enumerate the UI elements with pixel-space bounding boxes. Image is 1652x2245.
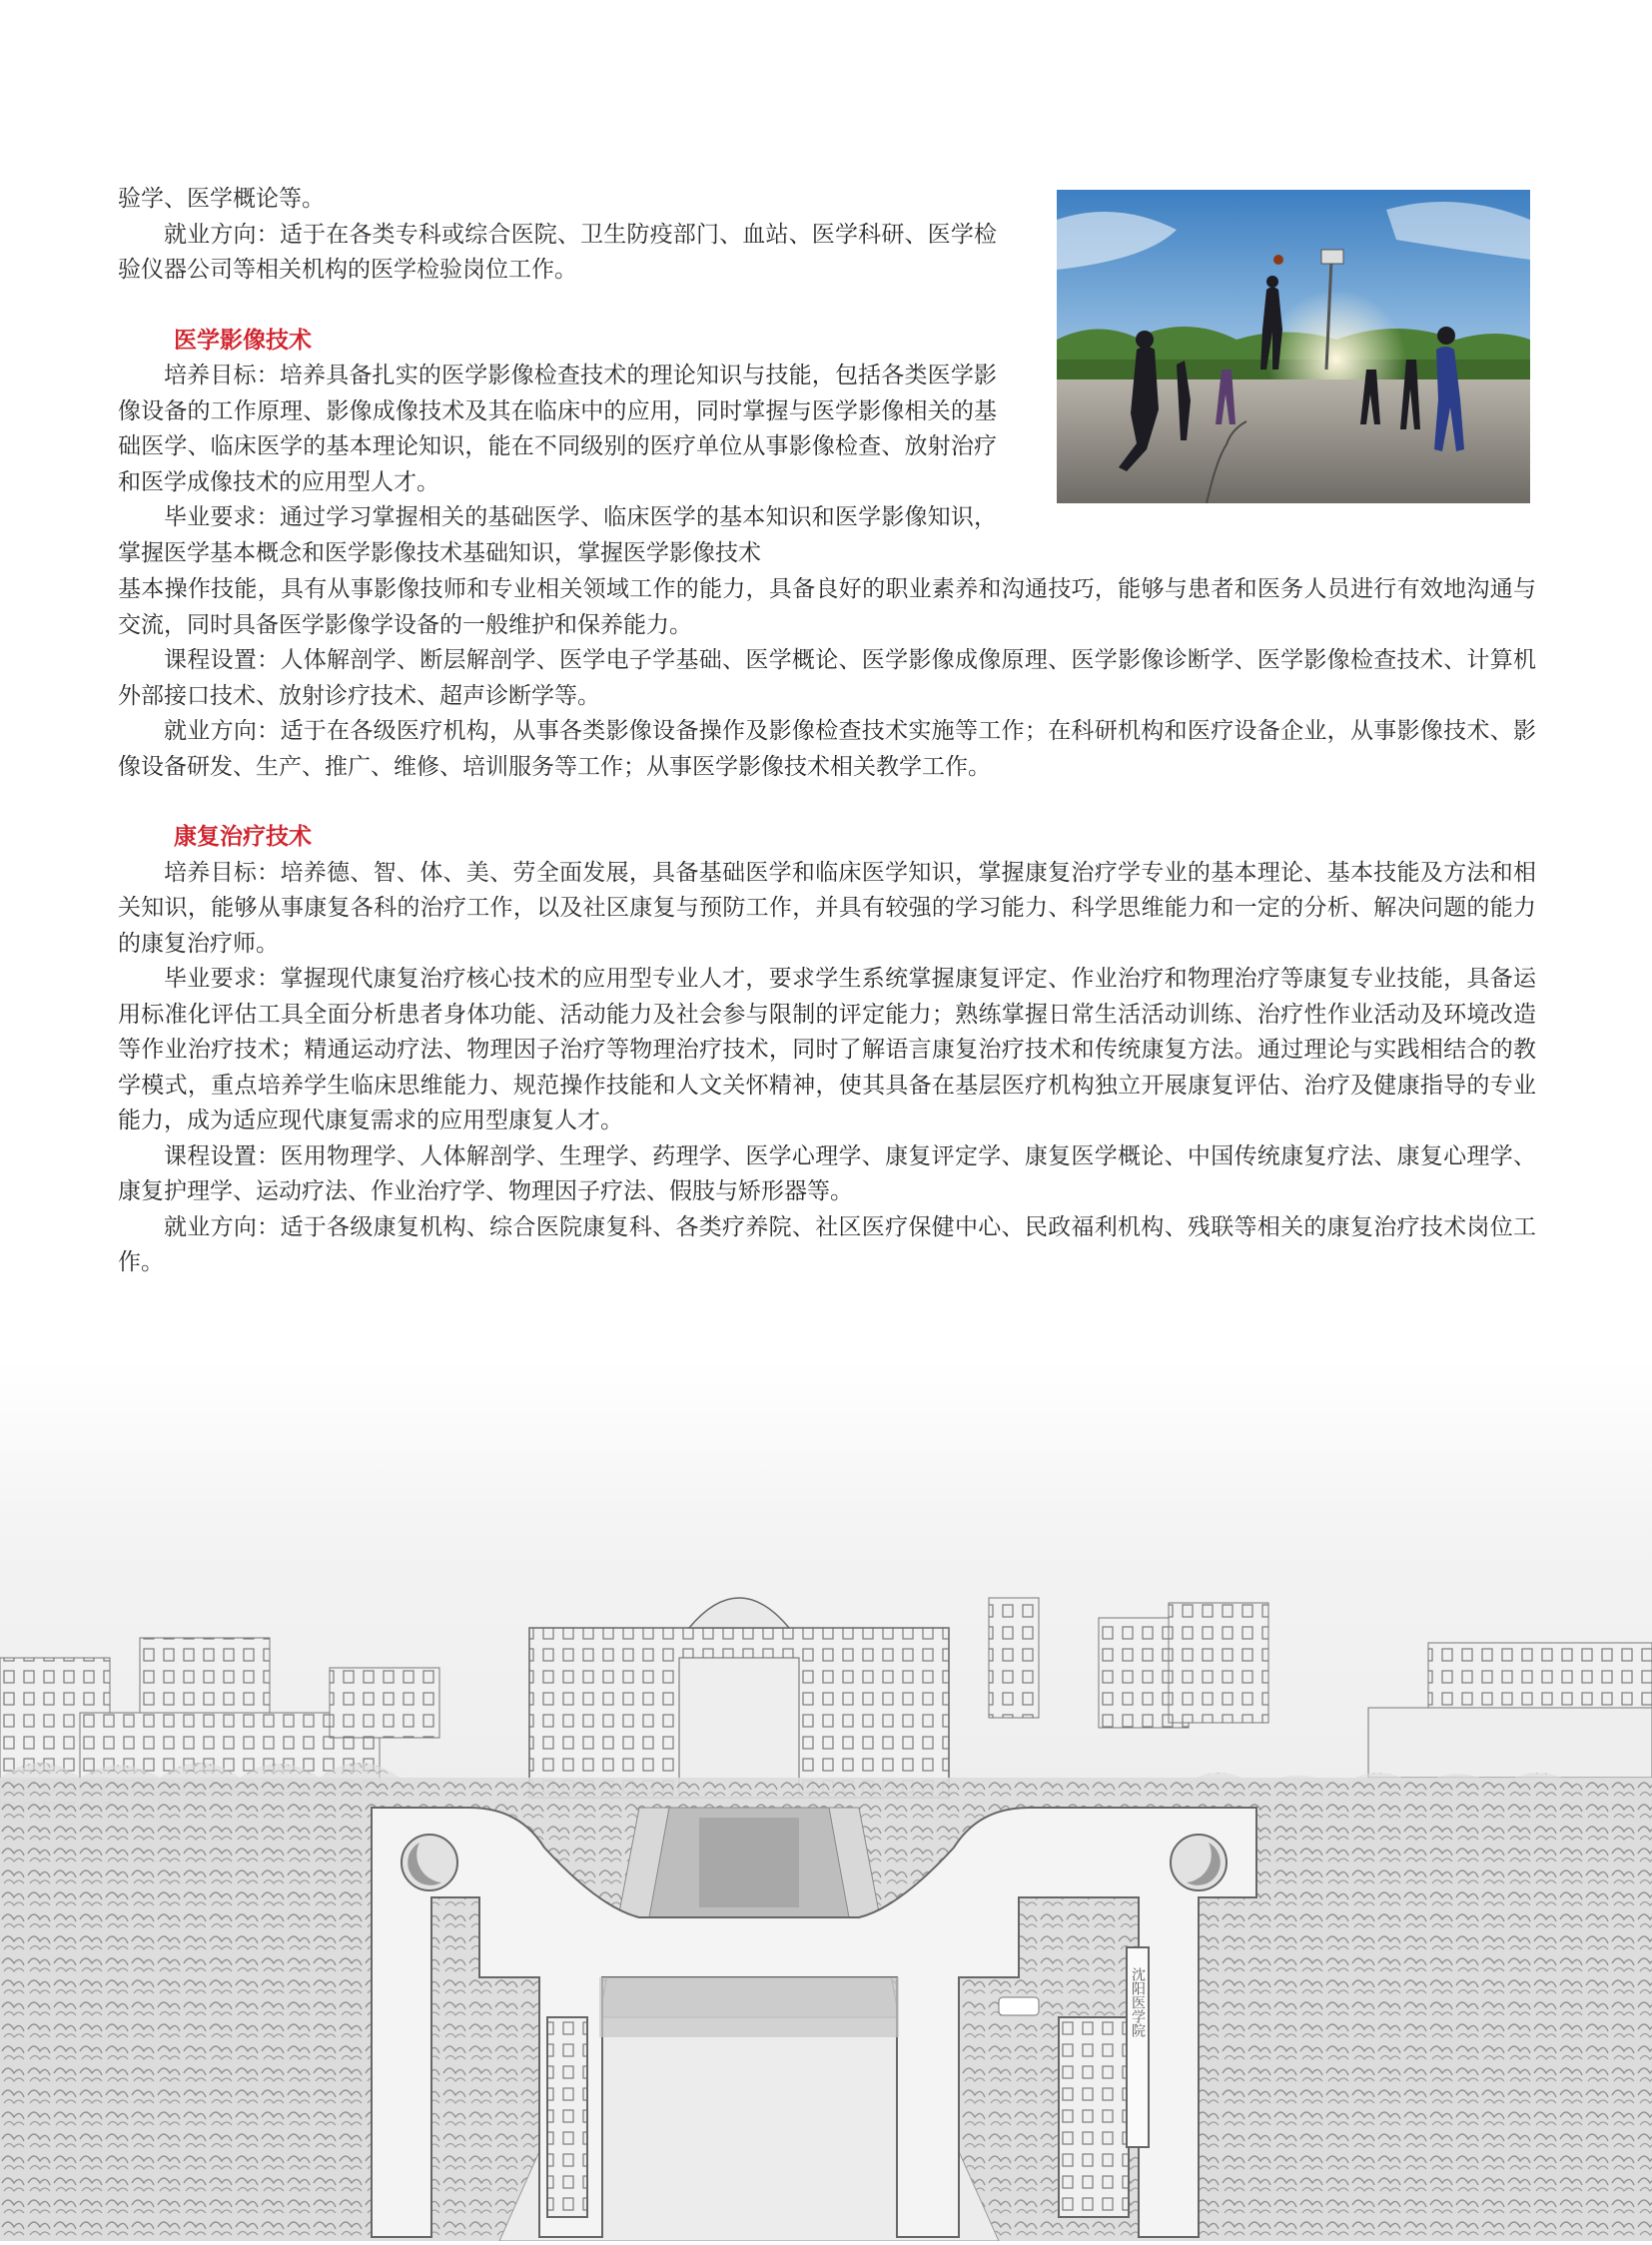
- lab-career-paragraph: 就业方向：适于在各类专科或综合医院、卫生防疫部门、血站、医学科研、医学检验仪器公司等相关机构的医学检验岗位工作。: [118, 221, 997, 283]
- rehab-requirement-paragraph: 毕业要求：掌握现代康复治疗核心技术的应用型专业人才，要求学生系统掌握康复评定、作业治疗和物理治疗等康复专业技能，具备运用标准化评估工具全面分析患者身体功能、活动能力及社会参与限制的评定能力；熟练掌握日常生活活动训练、治疗性作业活动及环境改造等作业治疗技术；精通运动疗法、物理因子治疗等物理治疗技术，同时了解语言康复治疗技术和传统康复方法。通过理论与实践相结合的教学模式，重点培养学生临床思维能力、规范操作技能和人文关怀精神，使其具备在基层医疗机构独立开展康复评估、治疗及健康指导的专业能力，成为适应现代康复需求的应用型康复人才。: [118, 966, 1536, 1133]
- rehab-goal-paragraph: 培养目标：培养德、智、体、美、劳全面发展，具备基础医学和临床医学知识，掌握康复治疗学专业的基本理论、基本技能及方法和相关知识，能够从事康复各科的治疗工作，以及社区康复与预防工作，并具有较强的学习能力、科学思维能力和一定的分析、解决问题的能力的康复治疗师。: [118, 859, 1536, 957]
- rehab-heading: 康复治疗技术: [174, 824, 312, 850]
- imaging-requirement-paragraph-a: 毕业要求：通过学习掌握相关的基础医学、临床医学的基本知识和医学影像知识，掌握医学基本概念和医学影像技术基础知识，掌握医学影像技术: [118, 504, 997, 566]
- upper-column: [118, 182, 997, 571]
- continued-paragraph: 验学、医学概论等。: [118, 186, 325, 212]
- imaging-requirement-paragraph-b: 基本操作技能，具有从事影像技师和专业相关领域工作的能力，具备良好的职业素养和沟通技巧，能够与患者和医务人员进行有效地沟通与交流，同时具备医学影像学设备的一般维护和保养能力。: [118, 576, 1536, 638]
- gate-sign: 沈阳医学院: [1130, 1967, 1146, 2037]
- campus-sketch: [0, 1358, 1652, 2241]
- basketball-photo: [1057, 190, 1530, 503]
- imaging-heading: 医学影像技术: [174, 327, 312, 354]
- full-column: [118, 572, 1536, 1281]
- imaging-goal-paragraph: 培养目标：培养具备扎实的医学影像检查技术的理论知识与技能，包括各类医学影像设备的工作原理、影像成像技术及其在临床中的应用，同时掌握与医学影像相关的基础医学、临床医学的基本理论知识，能在不同级别的医疗单位从事影像检查、放射治疗和医学成像技术的应用型人才。: [118, 363, 997, 495]
- imaging-courses-paragraph: 课程设置：人体解剖学、断层解剖学、医学电子学基础、医学概论、医学影像成像原理、医学影像诊断学、医学影像检查技术、计算机外部接口技术、放射诊疗技术、超声诊断学等。: [118, 647, 1536, 709]
- imaging-career-paragraph: 就业方向：适于在各级医疗机构，从事各类影像设备操作及影像检查技术实施等工作；在科研机构和医疗设备企业，从事影像技术、影像设备研发、生产、推广、维修、培训服务等工作；从事医学影像技术相关教学工作。: [118, 718, 1536, 780]
- rehab-career-paragraph: 就业方向：适于各级康复机构、综合医院康复科、各类疗养院、社区医疗保健中心、民政福利机构、残联等相关的康复治疗技术岗位工作。: [118, 1213, 1536, 1275]
- rehab-courses-paragraph: 课程设置：医用物理学、人体解剖学、生理学、药理学、医学心理学、康复评定学、康复医学概论、中国传统康复疗法、康复心理学、康复护理学、运动疗法、作业治疗学、物理因子疗法、假肢与矫形器等。: [118, 1142, 1536, 1204]
